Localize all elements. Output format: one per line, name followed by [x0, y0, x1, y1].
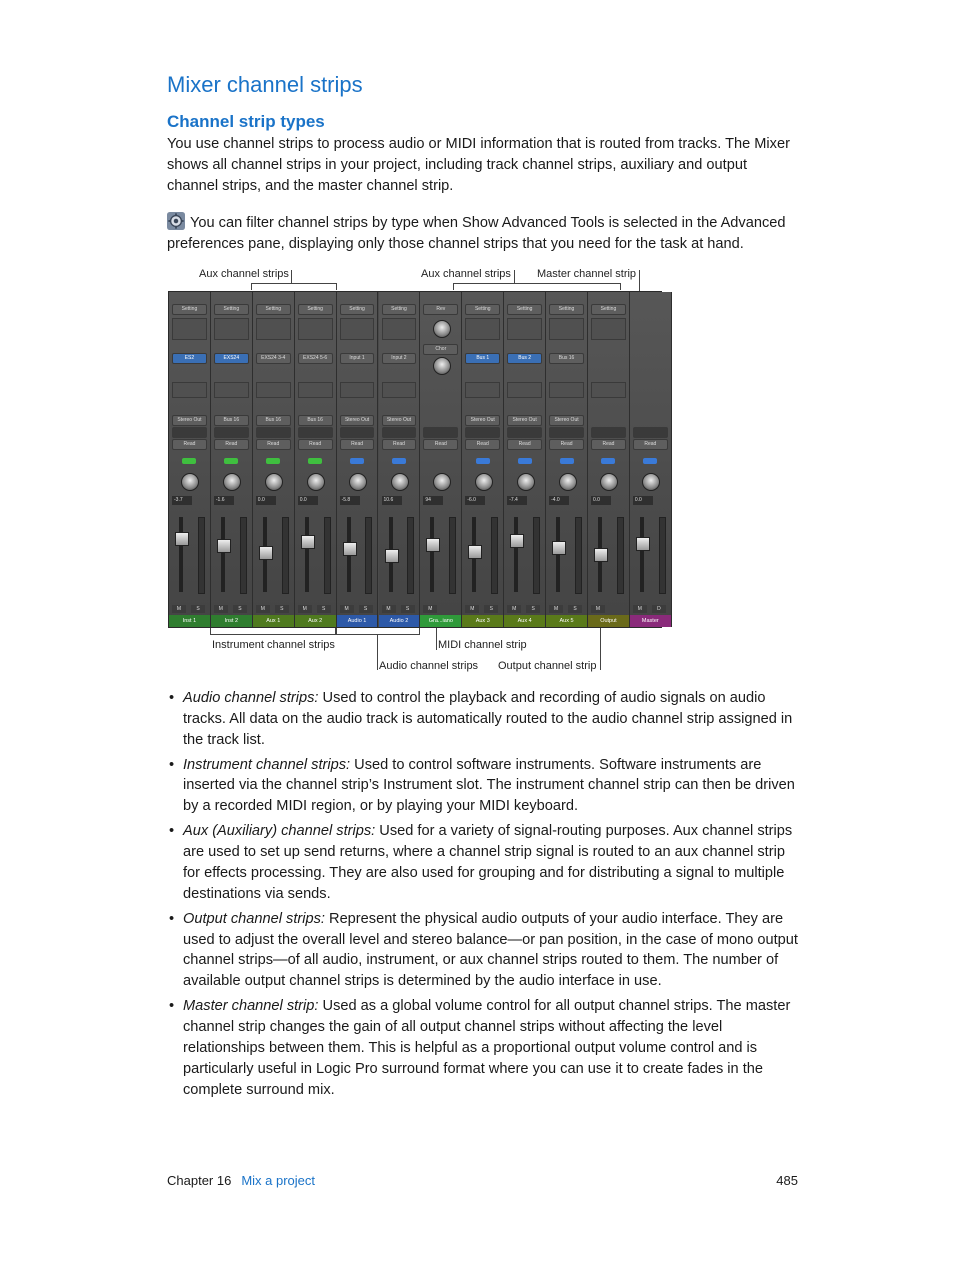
input-slot: Input 1 — [340, 353, 375, 364]
setting-slot: Setting — [172, 304, 207, 315]
bullet-text: Represent the physical audio outputs of your audio interface. They are used to adjust the overall level and stereo balance—or pan position, in the case of mono output channel strips—of all audio, instrument, or aux channel strips routed to them. The number of available output channel strips is determined by the audio interface in use. — [183, 910, 798, 990]
eq-display — [591, 318, 626, 340]
eq-display — [172, 318, 207, 340]
input-slot: EXS24 3-4 — [256, 353, 291, 364]
volume-readout: -6.0 — [465, 496, 485, 505]
eq-display — [507, 318, 542, 340]
sends-area — [465, 382, 500, 398]
channel-strip — [420, 292, 462, 627]
solo-button: S — [401, 605, 415, 613]
pan-knob — [600, 473, 618, 491]
channel-led — [182, 458, 196, 464]
output-slot: Stereo Out — [465, 415, 500, 426]
eq-display — [298, 318, 333, 340]
solo-button: S — [359, 605, 373, 613]
output-slot: Stereo Out — [507, 415, 542, 426]
sends-area — [507, 382, 542, 398]
volume-fader — [385, 549, 399, 563]
volume-fader — [594, 548, 608, 562]
channel-led — [224, 458, 238, 464]
volume-readout: -3.7 — [172, 496, 192, 505]
group-slot — [507, 427, 542, 438]
leader-aux-left — [291, 270, 292, 283]
channel-strip — [253, 292, 295, 627]
bullet-term: Instrument channel strips: — [183, 756, 351, 773]
leader-audio — [377, 634, 378, 670]
mute-button: M — [423, 605, 437, 613]
output-slot: Stereo Out — [172, 415, 207, 426]
channel-strip — [504, 292, 546, 627]
sends-area — [172, 382, 207, 398]
input-slot: Bus 16 — [549, 353, 584, 364]
output-slot: Stereo Out — [549, 415, 584, 426]
output-slot: Bus 16 — [214, 415, 249, 426]
solo-button: S — [568, 605, 582, 613]
mute-button: M — [507, 605, 521, 613]
strip-name: Aux 1 — [253, 615, 294, 627]
fader-track — [305, 517, 309, 592]
strip-name: Audio 1 — [337, 615, 378, 627]
bullet-term: Output channel strips: — [183, 910, 325, 927]
channel-strip — [546, 292, 588, 627]
level-meter — [198, 517, 205, 594]
input-slot: EXS24 5-6 — [298, 353, 333, 364]
automation-mode: Read — [591, 439, 626, 450]
volume-readout: -7.4 — [507, 496, 527, 505]
label-master: Master channel strip — [537, 268, 637, 280]
mute-button: M — [465, 605, 479, 613]
level-meter — [407, 517, 414, 594]
setting-slot: Setting — [340, 304, 375, 315]
channel-strip — [588, 292, 630, 627]
channel-strip — [337, 292, 379, 627]
volume-readout: 0.0 — [591, 496, 611, 505]
send-knob — [433, 320, 451, 338]
solo-button: S — [233, 605, 247, 613]
bullet-text: Used to control the playback and recording of audio signals on audio tracks. All data on the audio track is automatically routed to the audio channel strip assigned in the track list. — [183, 690, 793, 748]
pan-knob — [559, 473, 577, 491]
pan-knob — [475, 473, 493, 491]
label-aux-right: Aux channel strips — [421, 268, 511, 280]
label-audio: Audio channel strips — [379, 660, 479, 672]
eq-display — [214, 318, 249, 340]
page-title: Mixer channel strips — [167, 72, 363, 97]
pan-knob — [391, 473, 409, 491]
channel-led — [601, 458, 615, 464]
input-slot: Input 2 — [382, 353, 417, 364]
channel-led — [476, 458, 490, 464]
group-slot — [591, 427, 626, 438]
channel-led — [308, 458, 322, 464]
automation-mode: Read — [465, 439, 500, 450]
volume-readout: -1.6 — [214, 496, 234, 505]
group-slot — [172, 427, 207, 438]
bullet-term: Aux (Auxiliary) channel strips: — [183, 823, 376, 840]
volume-readout: 94 — [423, 496, 443, 505]
automation-mode: Read — [382, 439, 417, 450]
bracket-aux-left — [251, 283, 337, 290]
advanced-note-text: You can filter channel strips by type when Show Advanced Tools is selected in the Advanced preferences pane, displaying only those channel strips that you need for the task at hand. — [167, 215, 786, 252]
channel-led — [643, 458, 657, 464]
section-title: Channel strip types — [167, 112, 325, 131]
level-meter — [617, 517, 624, 594]
send-knob — [433, 357, 451, 375]
volume-fader — [510, 534, 524, 548]
footer-chapter — [167, 1173, 315, 1188]
output-slot: Stereo Out — [340, 415, 375, 426]
pan-knob — [307, 473, 325, 491]
pan-knob — [181, 473, 199, 491]
mixer-screenshot — [168, 291, 662, 628]
eq-display — [340, 318, 375, 340]
input-slot: EXS24 — [214, 353, 249, 364]
group-slot — [298, 427, 333, 438]
group-slot — [423, 427, 458, 438]
channel-strip — [169, 292, 211, 627]
sends-area — [591, 382, 626, 398]
page-number: 485 — [776, 1173, 798, 1188]
solo-button: S — [275, 605, 289, 613]
automation-mode: Read — [256, 439, 291, 450]
strip-name: Output — [588, 615, 629, 627]
strip-name: Aux 5 — [546, 615, 587, 627]
volume-fader — [468, 545, 482, 559]
list-item — [167, 996, 799, 1100]
label-instrument: Instrument channel strips — [212, 639, 335, 651]
leader-master — [639, 270, 640, 291]
channel-strip — [211, 292, 253, 627]
sends-area — [549, 382, 584, 398]
level-meter — [575, 517, 582, 594]
volume-readout: 0.0 — [256, 496, 276, 505]
eq-display — [382, 318, 417, 340]
volume-readout: 10.6 — [382, 496, 402, 505]
strip-name: Master — [630, 615, 671, 627]
output-slot: Bus 16 — [256, 415, 291, 426]
pan-knob — [349, 473, 367, 491]
setting-slot: Setting — [214, 304, 249, 315]
bracket-aux-right — [453, 283, 621, 290]
automation-mode: Read — [423, 439, 458, 450]
strip-name: Audio 2 — [379, 615, 420, 627]
pan-knob — [433, 473, 451, 491]
level-meter — [324, 517, 331, 594]
mute-button: M — [298, 605, 312, 613]
volume-fader — [175, 532, 189, 546]
channel-led — [518, 458, 532, 464]
volume-fader — [301, 535, 315, 549]
eq-display — [465, 318, 500, 340]
setting-slot: Setting — [465, 304, 500, 315]
pan-knob — [517, 473, 535, 491]
advanced-note — [167, 212, 799, 255]
setting-slot: Rev — [423, 304, 458, 315]
channel-led — [266, 458, 280, 464]
mute-button: M — [256, 605, 270, 613]
group-slot — [256, 427, 291, 438]
list-item — [167, 821, 799, 904]
bullet-term: Audio channel strips: — [183, 690, 319, 706]
setting-slot: Setting — [256, 304, 291, 315]
bracket-instrument — [210, 628, 336, 635]
channel-strip — [630, 292, 672, 627]
sends-area — [298, 382, 333, 398]
output-slot: Bus 16 — [298, 415, 333, 426]
intro-paragraph: You use channel strips to process audio or MIDI information that is routed from tracks. The Mixer shows all channel strips in your project, including track channel strips, auxiliary and output channel strips, and the master channel strip. — [167, 136, 790, 194]
bullet-text: Used as a global volume control for all output channel strips. The master channel strip changes the gain of all output channel strips without affecting the level relationships between them. This is helpful as a proportional output volume control and is particularly useful in Logic Pro surround format where you can use it to create fades in the complete surround mix. — [183, 998, 791, 1098]
volume-readout: 0.0 — [298, 496, 318, 505]
gear-icon — [167, 212, 185, 230]
channel-strip — [379, 292, 421, 627]
group-slot — [465, 427, 500, 438]
pan-knob — [642, 473, 660, 491]
leader-output — [600, 628, 601, 670]
channel-led — [560, 458, 574, 464]
group-slot — [633, 427, 668, 438]
list-item — [167, 909, 799, 992]
strip-name: Inst 1 — [169, 615, 210, 627]
level-meter — [449, 517, 456, 594]
automation-mode: Read — [340, 439, 375, 450]
list-item — [167, 688, 799, 750]
group-slot — [549, 427, 584, 438]
strip-type-list — [167, 688, 799, 1105]
label-output: Output channel strip — [498, 660, 597, 672]
group-slot — [382, 427, 417, 438]
setting-slot: Setting — [507, 304, 542, 315]
chapter-link[interactable]: Mix a project — [241, 1173, 316, 1188]
strip-name: Aux 4 — [504, 615, 545, 627]
volume-readout: 0.0 — [633, 496, 653, 505]
automation-mode: Read — [298, 439, 333, 450]
bullet-text: Used to control software instruments. Software instruments are inserted via the channel strip’s Instrument slot. The instrument channel strip can then be driven by a recorded MIDI region, or by playing your MIDI keyboard. — [183, 756, 795, 815]
channel-strip — [462, 292, 504, 627]
volume-fader — [259, 546, 273, 560]
setting-slot: Setting — [382, 304, 417, 315]
setting-slot: Setting — [549, 304, 584, 315]
level-meter — [240, 517, 247, 594]
fader-track — [179, 517, 183, 592]
group-slot — [214, 427, 249, 438]
mute-button: M — [340, 605, 354, 613]
sends-area — [340, 382, 375, 398]
solo-button: S — [191, 605, 205, 613]
solo-button: D — [652, 605, 666, 613]
strip-name: Aux 3 — [462, 615, 503, 627]
automation-mode: Read — [549, 439, 584, 450]
volume-readout: -4.0 — [549, 496, 569, 505]
level-meter — [533, 517, 540, 594]
list-item — [167, 755, 799, 817]
channel-led — [350, 458, 364, 464]
strip-name: Gra...iano — [420, 615, 461, 627]
mute-button: M — [591, 605, 605, 613]
input-slot: ES2 — [172, 353, 207, 364]
solo-button: S — [526, 605, 540, 613]
mute-button: M — [214, 605, 228, 613]
sends-area — [256, 382, 291, 398]
input-slot: Bus 2 — [507, 353, 542, 364]
mute-button: M — [172, 605, 186, 613]
mute-button: M — [549, 605, 563, 613]
level-meter — [491, 517, 498, 594]
setting-slot: Setting — [298, 304, 333, 315]
eq-display — [549, 318, 584, 340]
sends-area — [382, 382, 417, 398]
volume-readout: -5.8 — [340, 496, 360, 505]
strip-name: Inst 2 — [211, 615, 252, 627]
strip-name: Aux 2 — [295, 615, 336, 627]
group-slot — [340, 427, 375, 438]
bullet-term: Master channel strip: — [183, 998, 319, 1015]
volume-fader — [636, 537, 650, 551]
fader-track — [430, 517, 434, 592]
channel-led — [392, 458, 406, 464]
label-midi: MIDI channel strip — [438, 639, 527, 651]
input-slot: Bus 1 — [465, 353, 500, 364]
level-meter — [282, 517, 289, 594]
fader-track — [221, 517, 225, 592]
fader-track — [514, 517, 518, 592]
setting-slot: Setting — [591, 304, 626, 315]
automation-mode: Read — [172, 439, 207, 450]
solo-button: S — [317, 605, 331, 613]
chapter-number: Chapter 16 — [167, 1173, 232, 1188]
fader-track — [640, 517, 644, 592]
label-aux-left: Aux channel strips — [199, 268, 289, 280]
automation-mode: Read — [214, 439, 249, 450]
mute-button: M — [382, 605, 396, 613]
pan-knob — [265, 473, 283, 491]
volume-fader — [426, 538, 440, 552]
pan-knob — [223, 473, 241, 491]
bracket-audio — [336, 628, 420, 635]
solo-button: S — [484, 605, 498, 613]
mute-button: M — [633, 605, 647, 613]
level-meter — [365, 517, 372, 594]
leader-midi — [436, 628, 437, 650]
sends-area — [214, 382, 249, 398]
leader-aux-right — [514, 270, 515, 283]
automation-mode: Read — [507, 439, 542, 450]
eq-display — [256, 318, 291, 340]
input-slot: Chor — [423, 344, 458, 355]
volume-fader — [217, 539, 231, 553]
channel-strip — [295, 292, 337, 627]
volume-fader — [343, 542, 357, 556]
automation-mode: Read — [633, 439, 668, 450]
volume-fader — [552, 541, 566, 555]
bullet-text: Used for a variety of signal-routing purposes. Aux channel strips are used to set up send returns, where a channel strip signal is routed to an aux channel strip for effects processing. They are also used for grouping and for distributing a signal to multiple destinations via sends. — [183, 823, 793, 902]
level-meter — [659, 517, 666, 594]
output-slot: Stereo Out — [382, 415, 417, 426]
